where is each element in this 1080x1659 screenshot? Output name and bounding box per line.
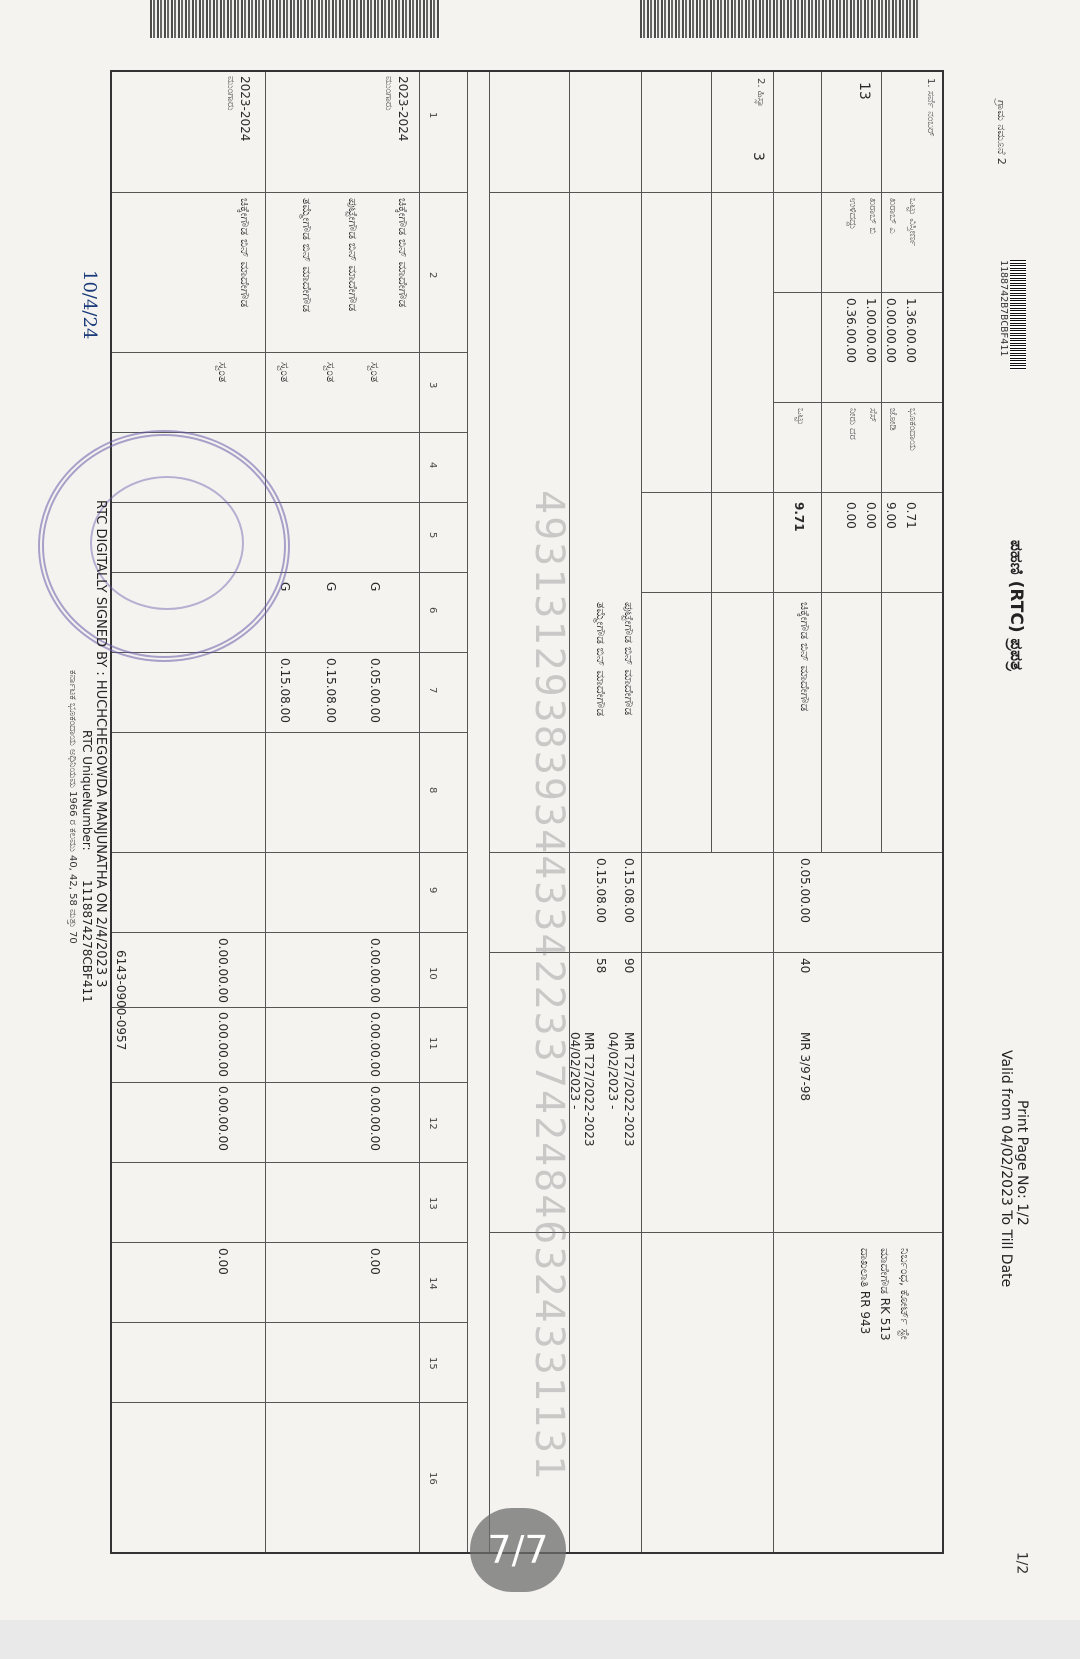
column-number: 11 bbox=[427, 1037, 438, 1050]
owner-date: 04/02/2023 - bbox=[606, 1032, 620, 1110]
total-label: ಒಟ್ಟು bbox=[795, 408, 806, 426]
owner-khata: 58 bbox=[594, 958, 608, 974]
cultivation-season: ಮುಂಗಾರು bbox=[225, 76, 236, 111]
cultivation-unit: G bbox=[278, 582, 292, 592]
cultivation-type: ಸ್ವಂತ bbox=[216, 362, 230, 383]
cultivation-area: 0.15.08.00 bbox=[278, 658, 292, 723]
cultivation-year: 2023-2024 bbox=[238, 76, 252, 142]
cultivation-unit: G bbox=[368, 582, 382, 592]
column-number: 2 bbox=[427, 272, 438, 279]
area-value: 1.00.00.00 bbox=[864, 298, 878, 363]
column-number: 14 bbox=[427, 1277, 438, 1290]
owner-mr: MR T27/2022-2023 bbox=[582, 1032, 596, 1147]
cultivator-name: ತಮ್ಮೇಗೌಡ ಬಿನ್ ಮಾದೇಗೌಡ bbox=[300, 198, 314, 313]
rtc-barcode-id: 1188742B7BCBF411 bbox=[998, 260, 1009, 357]
revenue-value: 0.00 bbox=[864, 502, 878, 529]
column-number: 7 bbox=[427, 687, 438, 694]
revenue-value: 9.00 bbox=[884, 502, 898, 529]
revenue-value: 0.00 bbox=[844, 502, 858, 529]
area-label: ಖರಾಬ್ ಬಿ bbox=[867, 198, 878, 235]
rtc-unique-number: 1118874278CBF411 bbox=[80, 880, 94, 1003]
form-code: ಗ್ರಾಮ ನಮೂನೆ 2 bbox=[995, 100, 1008, 165]
page-indicator: 7/7 bbox=[470, 1508, 566, 1592]
survey-label: 1. ಸರ್ವೆ ನಂಬರ್ bbox=[925, 78, 936, 137]
owner-extent: 0.15.08.00 bbox=[622, 858, 636, 923]
area-value: 1.36.00.00 bbox=[904, 298, 918, 363]
column-number: 10 bbox=[427, 967, 438, 980]
column-number: 1 bbox=[427, 112, 438, 119]
revenue-label: ಸೆಸ್ bbox=[867, 408, 878, 423]
print-page: Print Page No: 1/2 bbox=[1014, 1100, 1030, 1226]
rtc-barcode bbox=[1010, 260, 1026, 370]
cultivation-season: ಮುಂಗಾರು bbox=[383, 76, 394, 111]
remark-line: ನಿರ್ಬಂಧ, ಕೋರ್ಟ್ ಸ್ಟೇ bbox=[898, 1248, 912, 1340]
cultivation-type: ಸ್ವಂತ bbox=[324, 362, 338, 383]
survey-number: 13 bbox=[856, 82, 872, 100]
cultivator-name: ಚಿಕ್ಕೇಗೌಡ ಬಿನ್ ಮಾದೇಗೌಡ bbox=[238, 198, 252, 308]
area-value: 0.36.00.00 bbox=[844, 298, 858, 363]
revenue-value: 0.71 bbox=[904, 502, 918, 529]
owner-extent: 0.15.08.00 bbox=[594, 858, 608, 923]
revenue-label: ನೀರು ದರ bbox=[847, 408, 858, 440]
column-number: 12 bbox=[427, 1117, 438, 1130]
column-number: 4 bbox=[427, 462, 438, 469]
column-number: 16 bbox=[427, 1472, 438, 1485]
column-number: 15 bbox=[427, 1357, 438, 1370]
rtc-unique-label: RTC UniqueNumber: bbox=[80, 730, 94, 851]
area-label: ಉಳಿದದ್ದು bbox=[847, 198, 858, 230]
owner-khata: 90 bbox=[622, 958, 636, 974]
cultivation-c10: 0.00.00.00 bbox=[368, 938, 382, 1003]
top-barcode-right bbox=[640, 0, 920, 38]
cultivation-c11: 0.00.00.00 bbox=[216, 1012, 230, 1077]
owner-name: ತಮ್ಮೇಗೌಡ ಬಿನ್ ಮಾದೇಗೌಡ bbox=[594, 602, 608, 717]
owner-extent: 0.05.00.00 bbox=[798, 858, 812, 923]
revenue-label: ಜೋಡಿ bbox=[887, 408, 898, 431]
cultivation-unit: G bbox=[324, 582, 338, 592]
column-number: 6 bbox=[427, 607, 438, 614]
cultivation-type: ಸ್ವಂತ bbox=[368, 362, 382, 383]
cultivation-c12: 0.00.00.00 bbox=[216, 1086, 230, 1151]
owner-date: 04/02/2023 - bbox=[568, 1032, 582, 1110]
cultivation-c11: 0.00.00.00 bbox=[368, 1012, 382, 1077]
revenue-label: ಭೂಕಂದಾಯ bbox=[907, 408, 918, 451]
owner-mr: MR 3/97-98 bbox=[798, 1032, 812, 1102]
owner-name: ಪುಟ್ಟೇಗೌಡ ಬಿನ್ ಮಾದೇಗೌಡ bbox=[622, 602, 636, 716]
column-number: 9 bbox=[427, 887, 438, 894]
column-number: 13 bbox=[427, 1197, 438, 1210]
area-value: 0.00.00.00 bbox=[884, 298, 898, 363]
owner-name: ಚಿಕ್ಕೇಗೌಡ ಬಿನ್ ಮಾದೇಗೌಡ bbox=[798, 602, 812, 712]
phone-number: 6143-0900-0957 bbox=[114, 950, 128, 1051]
column-number: 3 bbox=[427, 382, 438, 389]
remark-line: ಮಾದೇಗೌಡ RK 513 bbox=[878, 1248, 892, 1341]
owner-khata: 40 bbox=[798, 958, 812, 974]
act-note: ಕರ್ನಾಟಕ ಭೂಕಂದಾಯ ಅಧಿನಿಯಮ 1966 ರ ಕಲಮು 40, 42, 58 ಮತ್ತು 70 bbox=[67, 670, 78, 944]
owner-mr: MR T27/2022-2023 bbox=[622, 1032, 636, 1147]
cultivator-name: ಚಿಕ್ಕೇಗೌಡ ಬಿನ್ ಮಾದೇಗೌಡ bbox=[396, 198, 410, 308]
valid-range: Valid from 04/02/2023 To Till Date bbox=[998, 1050, 1014, 1288]
cultivation-area: 0.05.00.00 bbox=[368, 658, 382, 723]
cultivation-area: 0.15.08.00 bbox=[324, 658, 338, 723]
page-fraction: 1/2 bbox=[1013, 1551, 1030, 1575]
document-watermark: 49313129383934433422337424846324331131 bbox=[526, 490, 572, 1482]
total-value: 9.71 bbox=[792, 502, 806, 532]
cultivator-name: ಪುಟ್ಟೇಗೌಡ ಬಿನ್ ಮಾದೇಗೌಡ bbox=[346, 198, 360, 312]
column-number: 5 bbox=[427, 532, 438, 539]
remark-line: ದಾಖಲಾತಿ RR 943 bbox=[858, 1248, 872, 1335]
column-number: 8 bbox=[427, 787, 438, 794]
digital-signature-line: RTC DIGITALLY SIGNED BY : HUCHCHEGOWDA MANJUNATHA ON 2/4/2023 3 bbox=[93, 500, 108, 988]
cultivation-c14: 0.00 bbox=[368, 1248, 382, 1275]
handwritten-date: 10/4/24 bbox=[79, 270, 100, 340]
top-barcode-left bbox=[150, 0, 440, 38]
cultivation-year: 2023-2024 bbox=[396, 76, 410, 142]
rtc-form bbox=[67, 70, 1030, 1610]
hissa-number: 3 bbox=[750, 152, 766, 161]
official-stamp bbox=[38, 430, 290, 662]
area-label: ಖರಾಬ್ ಎ bbox=[887, 198, 898, 234]
form-title: ಪಹಣಿ (RTC) ಪ್ರಪತ್ರ bbox=[1006, 540, 1026, 671]
cultivation-c10: 0.00.00.00 bbox=[216, 938, 230, 1003]
area-label: ಒಟ್ಟು ವಿಸ್ತೀರ್ಣ bbox=[907, 198, 918, 247]
hissa-label: 2. ಹಿಸ್ಸಾ bbox=[755, 78, 766, 108]
cultivation-c14: 0.00 bbox=[216, 1248, 230, 1275]
cultivation-type: ಸ್ವಂತ bbox=[278, 362, 292, 383]
cultivation-c12: 0.00.00.00 bbox=[368, 1086, 382, 1151]
